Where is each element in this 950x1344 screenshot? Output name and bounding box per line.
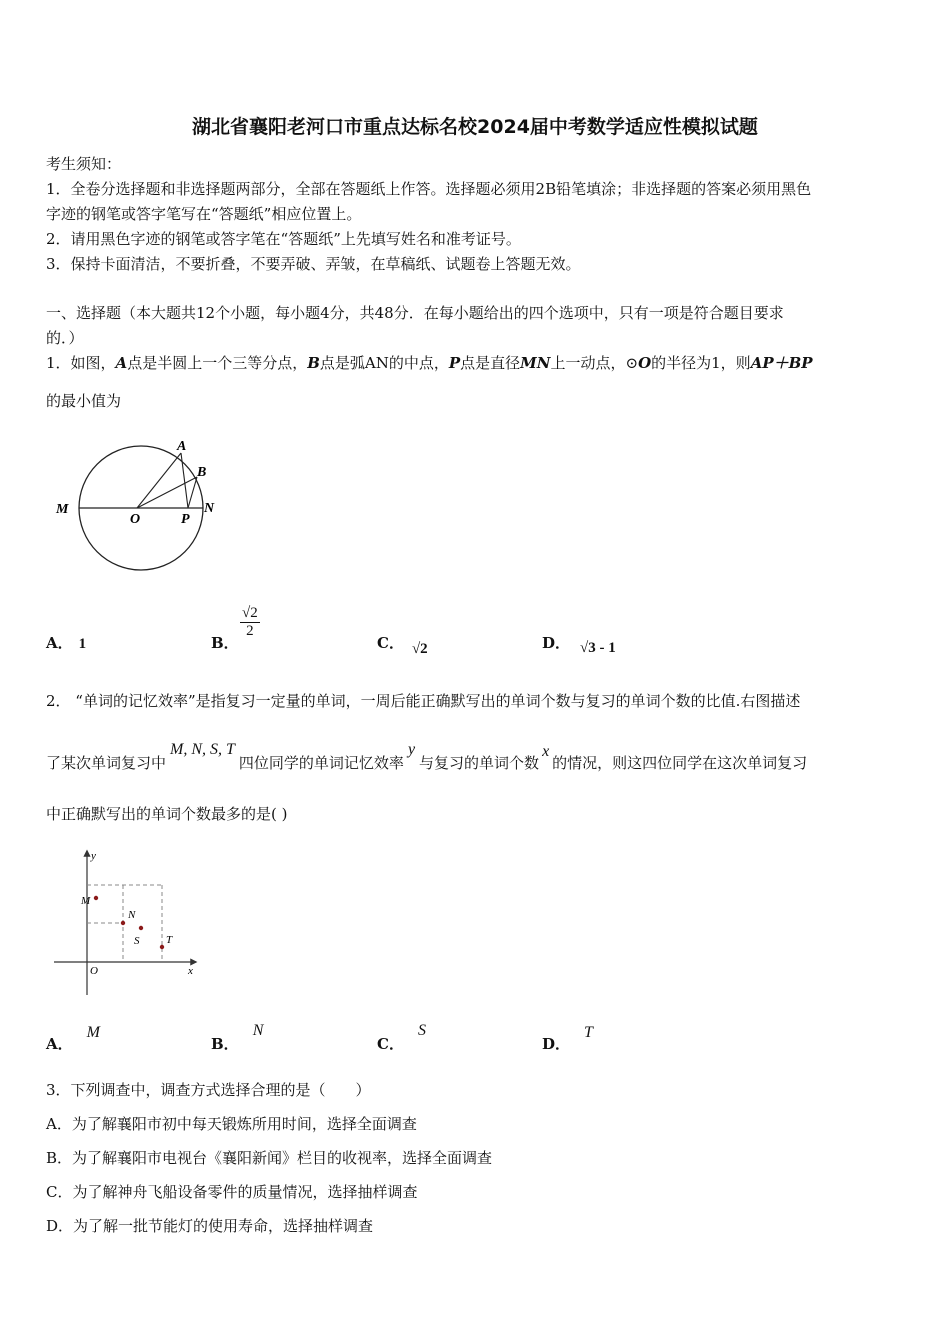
- option-letter: A．: [46, 1035, 73, 1053]
- point-s: [139, 926, 143, 930]
- question-2-stem-cont: [46, 741, 808, 773]
- section-heading-cont: 的．）: [46, 329, 84, 347]
- q2-option-a[interactable]: [46, 1024, 100, 1054]
- label-n: N: [204, 501, 215, 516]
- q1-option-c[interactable]: [377, 632, 428, 657]
- option-letter: A．: [46, 634, 73, 652]
- option-value: N: [252, 1022, 264, 1039]
- segment-oa: [137, 453, 181, 508]
- label-o: O: [90, 965, 98, 977]
- question-2-stem: 2． “单词的记忆效率”是指复习一定量的单词，一周后能正确默写出的单词个数与复习的单词个数的比值.右图描述: [46, 692, 801, 710]
- option-letter: B．: [211, 1035, 239, 1053]
- q3-option-c[interactable]: C．为了解神舟飞船设备零件的质量情况，选择抽样调查: [46, 1183, 418, 1201]
- q1-text: 的半径为1，则: [651, 354, 751, 372]
- question-1-stem: [46, 352, 813, 373]
- q1-text: 点是弧AN的中点，: [319, 354, 449, 372]
- q2-var-x: x: [542, 743, 550, 760]
- question-1-stem-cont: 的最小值为: [46, 392, 122, 410]
- option-value: 1: [78, 636, 87, 652]
- option-value: S: [417, 1022, 426, 1039]
- q1-text: 1．如图，: [46, 354, 116, 372]
- notice-item-1: 1．全卷分选择题和非选择题两部分，全部在答题纸上作答。选择题必须用2B铅笔填涂；非选择题的答案必须用黑色: [46, 180, 812, 198]
- q2-scatter-figure: [50, 845, 210, 1000]
- option-letter: D．: [542, 1035, 571, 1053]
- q2-option-d[interactable]: [542, 1024, 593, 1054]
- q2-option-b[interactable]: [211, 1022, 264, 1054]
- label-x: x: [188, 965, 193, 977]
- label-o: O: [130, 512, 141, 527]
- segment-bp: [188, 477, 197, 508]
- label-p: P: [181, 512, 190, 527]
- q2-text: 与复习的单词个数: [419, 754, 540, 772]
- q2-text: 的情况，则这四位同学在这次单词复习: [552, 754, 808, 772]
- option-letter: B．: [211, 634, 239, 652]
- option-value: √3 - 1: [580, 640, 616, 656]
- point-t: [160, 945, 164, 949]
- label-s: S: [134, 935, 140, 947]
- label-m: M: [56, 502, 69, 517]
- q1-expression: AP＋BP: [750, 354, 813, 372]
- label-n: N: [128, 909, 136, 921]
- q1-text: 点是半圆上一个三等分点，: [127, 354, 308, 372]
- notice-item-3: 3．保持卡面清洁，不要折叠，不要弄破、弄皱，在草稿纸、试题卷上答题无效。: [46, 255, 581, 273]
- option-value: T: [584, 1024, 593, 1041]
- notice-item-2: 2．请用黑色字迹的钢笔或答字笔在“答题纸”上先填写姓名和准考证号。: [46, 230, 521, 248]
- q1-point-p: P: [448, 354, 461, 372]
- q3-option-d[interactable]: D．为了解一批节能灯的使用寿命，选择抽样调查: [46, 1217, 374, 1235]
- label-a: A: [177, 439, 187, 454]
- q1-diameter: MN: [520, 354, 551, 372]
- point-n: [121, 921, 125, 925]
- q1-option-b[interactable]: [211, 632, 239, 653]
- option-value: √2: [411, 641, 428, 657]
- label-m: M: [81, 895, 91, 907]
- question-2-stem-cont-2: 中正确默写出的单词个数最多的是( ): [46, 805, 288, 823]
- q1-option-b-fraction: [240, 605, 260, 640]
- point-m: [94, 896, 98, 900]
- q2-text: 了某次单词复习中: [46, 754, 167, 772]
- q1-option-a[interactable]: [46, 632, 86, 653]
- q1-text: 点是直径: [460, 354, 521, 372]
- option-letter: D．: [542, 634, 571, 652]
- q2-text: 四位同学的单词记忆效率: [238, 754, 404, 772]
- option-letter: C．: [377, 634, 404, 652]
- q2-option-c[interactable]: [377, 1022, 426, 1054]
- q3-option-a[interactable]: A．为了解襄阳市初中每天锻炼所用时间，选择全面调查: [46, 1115, 417, 1133]
- q1-option-d[interactable]: [542, 632, 616, 656]
- section-heading: 一、选择题（本大题共12个小题，每小题4分，共48分．在每小题给出的四个选项中，只有一项是符合题目要求: [46, 304, 784, 322]
- q1-point-b: B: [307, 354, 320, 372]
- option-value: M: [86, 1024, 100, 1041]
- q1-center: O: [638, 354, 652, 372]
- q1-text: 上一动点，⊙: [550, 354, 639, 372]
- segment-ap: [181, 453, 188, 508]
- segment-ob: [137, 477, 197, 508]
- notice-heading: 考生须知：: [46, 155, 122, 173]
- notice-item-1-cont: 字迹的钢笔或答字笔写在“答题纸”相应位置上。: [46, 205, 362, 223]
- q3-option-b[interactable]: B．为了解襄阳市电视台《襄阳新闻》栏目的收视率，选择全面调查: [46, 1149, 493, 1167]
- q2-student-names: M, N, S, T: [170, 741, 235, 758]
- option-letter: C．: [377, 1035, 404, 1053]
- label-b: B: [197, 465, 207, 480]
- fraction-numerator: √2: [242, 605, 258, 621]
- question-3-stem: 3．下列调查中，调查方式选择合理的是（ ）: [46, 1081, 371, 1099]
- q2-var-y: y: [407, 741, 416, 758]
- q1-point-a: A: [115, 354, 128, 372]
- label-t: T: [166, 934, 173, 946]
- q1-circle-figure: [50, 432, 230, 582]
- fraction-denominator: 2: [246, 623, 254, 639]
- page-title: 湖北省襄阳老河口市重点达标名校2024届中考数学适应性模拟试题: [192, 116, 758, 138]
- label-y: y: [91, 850, 96, 862]
